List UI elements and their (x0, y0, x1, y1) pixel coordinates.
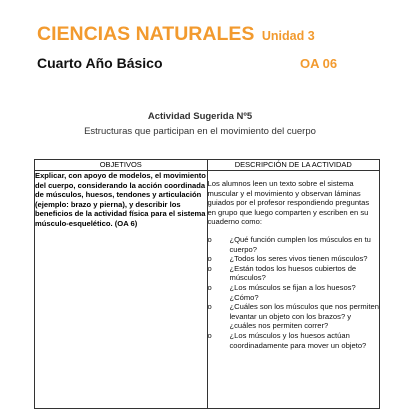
list-item (208, 254, 380, 264)
objectives-header: OBJETIVOS (35, 160, 208, 171)
list-item (208, 331, 380, 350)
bullet-marker: o (207, 263, 212, 273)
table-header-row (35, 160, 380, 171)
activity-table (34, 159, 380, 409)
description-cell (207, 171, 380, 409)
list-item (208, 264, 380, 283)
list-item (208, 283, 380, 302)
question-text: ¿Todos los seres vivos tienen músculos? (229, 254, 368, 264)
unit-label: Unidad 3 (261, 29, 315, 43)
objective-cell (35, 171, 208, 409)
question-text: ¿Qué función cumplen los músculos en tu cuerpo? (229, 234, 371, 254)
question-text: ¿Los músculos se fijan a los huesos? ¿Cómo? (229, 282, 356, 302)
subject-title (37, 23, 315, 46)
list-item (208, 302, 380, 331)
question-text: ¿Están todos los huesos cubiertos de músculos? (229, 263, 357, 283)
bullet-marker: o (207, 254, 212, 264)
table-row (35, 171, 380, 409)
objective-code: OA 06 (300, 56, 338, 71)
list-item (208, 235, 380, 254)
objective-text: Explicar, con apoyo de modelos, el movimiento del cuerpo, considerando la acción coordinada de músculos, huesos, tendones y articulación (ejemplo: brazo y pierna), y describir los beneficios de la actividad física para el sistema músculo-esquelético. (OA 6) (35, 171, 206, 228)
question-text: ¿Cuáles son los músculos que nos permiten levantar un objeto con los brazos? y ¿cuáles nos permiten correr? (229, 302, 379, 331)
activity-title: Actividad Sugerida Nº5 (147, 111, 253, 122)
bullet-marker: o (207, 330, 212, 340)
bullet-marker: o (207, 282, 212, 292)
subject-name: CIENCIAS NATURALES (37, 23, 255, 45)
grade-label: Cuarto Año Básico (37, 55, 163, 71)
activity-subtitle: Estructuras que participan en el movimiento del cuerpo (84, 126, 316, 137)
description-header: DESCRIPCIÓN DE LA ACTIVIDAD (207, 160, 380, 171)
description-intro: Los alumnos leen un texto sobre el sistema muscular y el movimiento y observan láminas guiados por el profesor respondiendo preguntas en grupo que luego comparten y escriben en su cuaderno como: (207, 179, 370, 227)
question-text: ¿Los músculos y los huesos actúan coordinadamente para mover un objeto? (229, 330, 367, 350)
bullet-marker: o (207, 302, 212, 312)
bullet-marker: o (207, 234, 212, 244)
